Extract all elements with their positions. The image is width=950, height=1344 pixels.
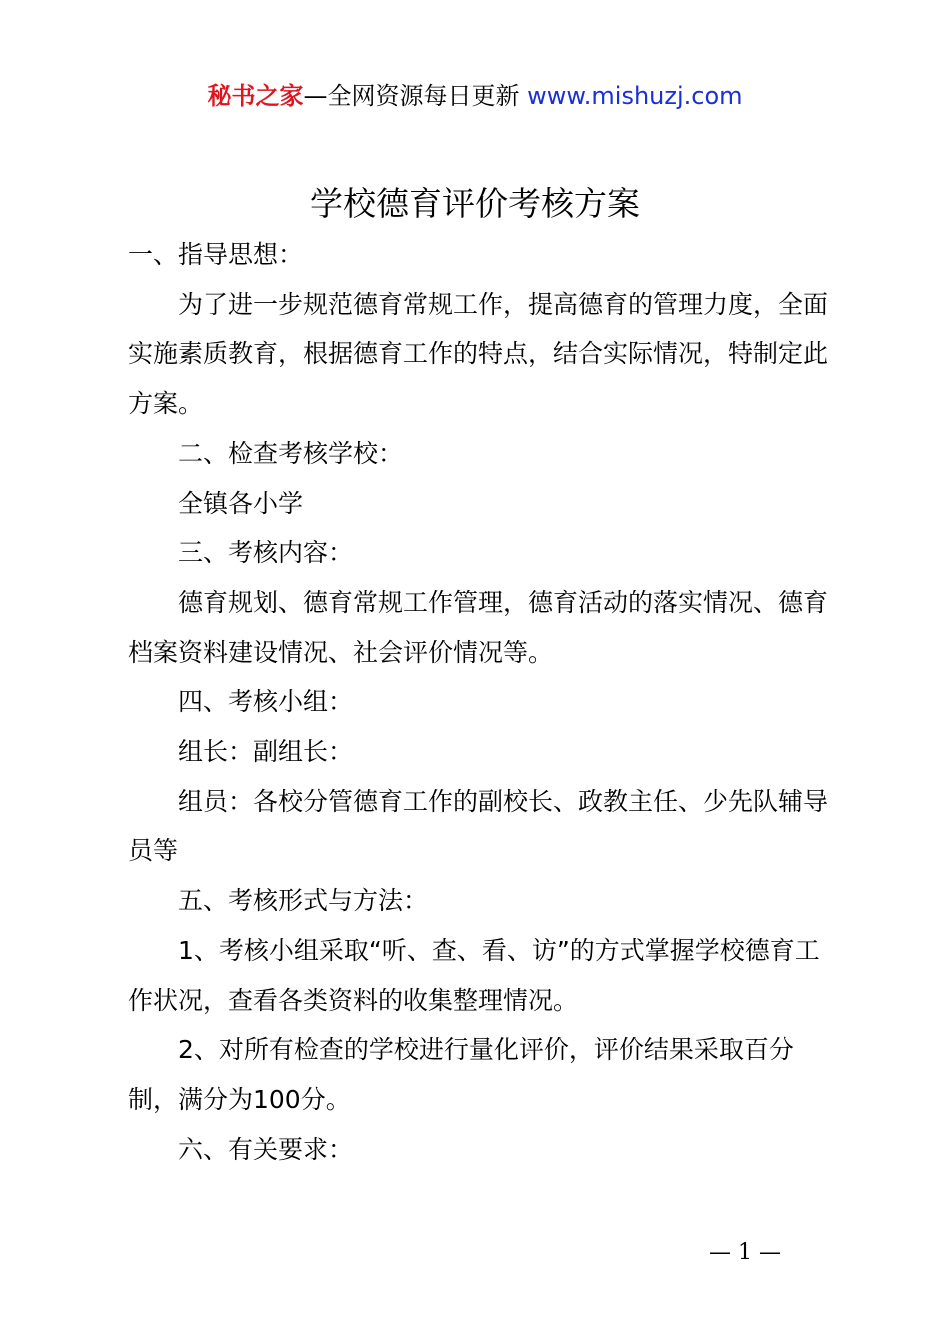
site-url-link[interactable]: www.mishuzj.com bbox=[527, 82, 743, 110]
section-heading-team: 四、考核小组： bbox=[178, 687, 354, 717]
section-heading-guiding-thought: 一、指导思想： bbox=[128, 240, 304, 269]
section-heading-methods: 五、考核形式与方法： bbox=[178, 886, 429, 916]
paragraph-method-1: 1、考核小组采取“听、查、看、访”的方式掌握学校德育工作状况，查看各类资料的收集整理情况。 bbox=[128, 935, 820, 1015]
site-tagline: —全网资源每日更新 bbox=[303, 82, 528, 110]
section-heading-requirements: 六、有关要求： bbox=[178, 1134, 354, 1164]
site-brand: 秘书之家 bbox=[207, 82, 304, 110]
section-heading-content: 三、考核内容： bbox=[178, 538, 354, 568]
paragraph-method-2: 2、对所有检查的学校进行量化评价，评价结果采取百分制，满分为100分。 bbox=[128, 1035, 794, 1114]
section-heading-schools: 二、检查考核学校： bbox=[178, 438, 404, 468]
page-number: — 1 — bbox=[709, 1240, 781, 1265]
paragraph-content: 德育规划、德育常规工作管理，德育活动的落实情况、德育档案资料建设情况、社会评价情况等。 bbox=[128, 587, 829, 667]
document-title: 学校德育评价考核方案 bbox=[310, 184, 640, 223]
paragraph-team-leaders: 组长：副组长： bbox=[178, 737, 354, 767]
site-header bbox=[0, 80, 950, 112]
document-body bbox=[128, 230, 838, 1174]
paragraph-schools: 全镇各小学 bbox=[178, 488, 304, 518]
paragraph-team-members: 组员：各校分管德育工作的副校长、政教主任、少先队辅导员等 bbox=[128, 786, 829, 866]
paragraph-purpose: 为了进一步规范德育常规工作，提高德育的管理力度，全面实施素质教育，根据德育工作的特点，结合实际情况，特制定此方案。 bbox=[128, 289, 829, 419]
